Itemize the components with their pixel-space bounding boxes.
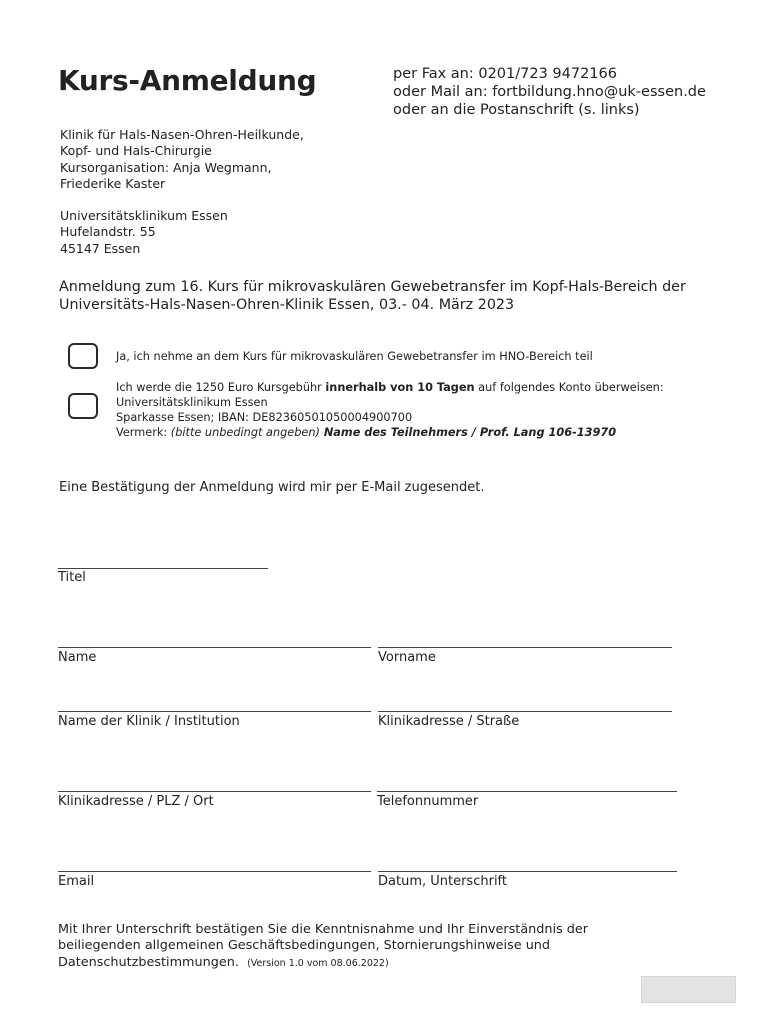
address-line: Universitätsklinikum Essen xyxy=(60,208,228,223)
version-note: (Version 1.0 vom 08.06.2022) xyxy=(247,958,389,969)
payment-iban: Sparkasse Essen; IBAN: DE82360501050004900700 xyxy=(116,411,413,424)
datum-unterschrift-label: Datum, Unterschrift xyxy=(378,874,507,889)
fax-line: per Fax an: 0201/723 9472166 xyxy=(393,66,617,82)
consent-text-line-last xyxy=(58,955,389,970)
consent-text-line: beiliegenden allgemeinen Geschäftsbedingungen, Stornierungshinweise und xyxy=(58,938,551,953)
post-line: oder an die Postanschrift (s. links) xyxy=(393,102,640,118)
email-field[interactable] xyxy=(58,871,371,872)
datum-unterschrift-field[interactable] xyxy=(378,871,677,872)
address-line: Friederike Kaster xyxy=(60,176,166,191)
payment-recipient: Universitätsklinikum Essen xyxy=(116,396,268,409)
submit-button[interactable] xyxy=(641,976,736,1003)
strasse-label: Klinikadresse / Straße xyxy=(378,714,520,729)
reference-note: (bitte unbedingt angeben) xyxy=(170,426,320,439)
address-line: Kursorganisation: Anja Wegmann, xyxy=(60,160,272,175)
reference-value: Name des Teilnehmers / Prof. Lang 106-13970 xyxy=(319,426,617,439)
consent-text-line: Mit Ihrer Unterschrift bestätigen Sie die Kenntnisnahme und Ihr Einverständnis der xyxy=(58,922,589,937)
payment-deadline: innerhalb von 10 Tagen xyxy=(325,381,475,394)
address-line: Klinik für Hals-Nasen-Ohren-Heilkunde, xyxy=(60,127,304,142)
address-line: 45147 Essen xyxy=(60,241,141,256)
strasse-field[interactable] xyxy=(378,711,672,712)
payment-text: Ich werde die 1250 Euro Kursgebühr xyxy=(116,381,326,394)
plz-ort-field[interactable] xyxy=(58,791,371,792)
payment-checkbox[interactable] xyxy=(68,393,98,419)
participation-option-text: Ja, ich nehme an dem Kurs für mikrovaskulären Gewebetransfer im HNO-Bereich teil xyxy=(116,350,593,363)
consent-text: Datenschutzbestimmungen. xyxy=(58,955,239,970)
participation-checkbox[interactable] xyxy=(68,343,98,369)
titel-field[interactable] xyxy=(58,568,268,569)
course-heading-line: Universitäts-Hals-Nasen-Ohren-Klinik Essen, 03.- 04. März 2023 xyxy=(59,297,515,313)
page-title: Kurs-Anmeldung xyxy=(58,64,317,97)
vorname-field[interactable] xyxy=(378,647,672,648)
klinik-label: Name der Klinik / Institution xyxy=(58,714,240,729)
course-heading-line: Anmeldung zum 16. Kurs für mikrovaskulären Gewebetransfer im Kopf-Hals-Bereich der xyxy=(59,279,686,295)
reference-label: Vermerk: xyxy=(116,426,171,439)
address-line: Kopf- und Hals-Chirurgie xyxy=(60,143,212,158)
email-label: Email xyxy=(58,874,95,889)
plz-ort-label: Klinikadresse / PLZ / Ort xyxy=(58,794,214,809)
klinik-field[interactable] xyxy=(58,711,371,712)
telefon-field[interactable] xyxy=(377,791,677,792)
titel-label: Titel xyxy=(58,570,86,585)
name-label: Name xyxy=(58,650,97,665)
mail-line: oder Mail an: fortbildung.hno@uk-essen.de xyxy=(393,84,706,100)
payment-reference xyxy=(116,426,616,439)
confirmation-text: Eine Bestätigung der Anmeldung wird mir per E-Mail zugesendet. xyxy=(59,480,485,495)
payment-option-line1 xyxy=(116,381,664,394)
vorname-label: Vorname xyxy=(378,650,436,665)
name-field[interactable] xyxy=(58,647,371,648)
telefon-label: Telefonnummer xyxy=(377,794,479,809)
address-line: Hufelandstr. 55 xyxy=(60,224,156,239)
payment-text: auf folgendes Konto überweisen: xyxy=(474,381,664,394)
